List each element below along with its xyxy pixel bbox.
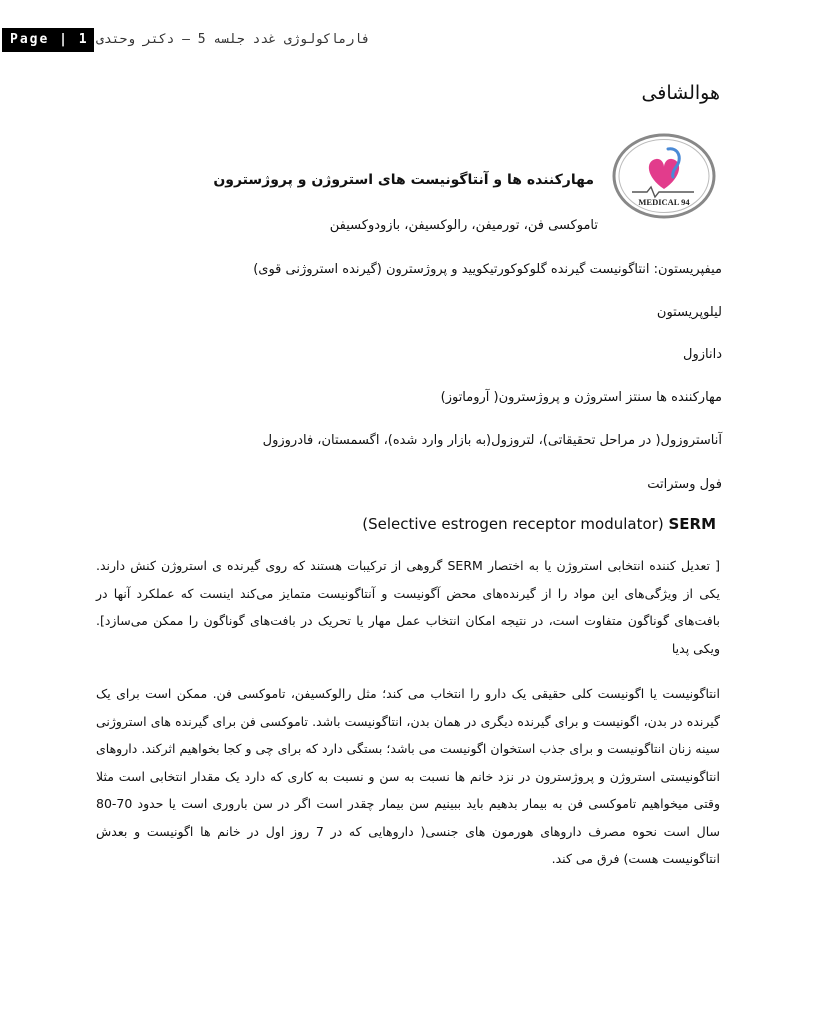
serm-heading [362,515,716,533]
document-title: مهارکننده ها و آنتاگونیست های استروژن و پروژسترون [213,172,594,188]
paragraph-explanation: انتاگونیست یا اگونیست کلی حقیقی یک دارو را انتخاب می کند؛ مثل رالوکسیفن، تاموکسی فن. ممکن است برای یک گیرنده در بدن، اگونیست و برای گیرنده دیگری در همان بدن، انتاگونیست باشد. تاموکسی فن برای گیرنده های استروژنی سینه زنان انتاگونیست و برای جذب استخوان اگونیست می باشد؛ بستگی دارد که برای چی و کجا بخواهیم اثرکند. داروهای انتاگونیستی استروژن و پروژسترون در نزد خانم ها نسبت به سن و نسبت به کاری که دارد یک مقدار انتخابی است مثلا وقتی میخواهیم تاموکسی فن به بیمار بدهیم باید ببینیم سن بیمار چقدر است اگر در سن باروری است یا حدود 70-80 سال است نحوه مصرف داروهای هورمون های جنسی( داروهایی که در 7 روز اول در خانم ها اگونیست و بعدش انتاگونیست هست) فرق می کند. [96,686,720,866]
drug-list-line: میفپریستون: انتاگونیست گیرنده گلوکوکورتیکویید و پروژسترون (گیرنده استروژنی قوی) [253,262,722,277]
drug-list-line: آناستروزول( در مراحل تحقیقاتی)، لتروزول(به بازار وارد شده)، اگسمستان، فادروزول [262,433,722,448]
drug-list-line: فول وستراتت [647,477,722,492]
medical-logo [612,133,716,219]
basmala: هوالشافی [641,82,720,104]
serm-heading-paren: (Selective estrogen receptor modulator) [362,515,664,533]
paragraph-definition: [ تعدیل کننده انتخابی استروژن یا به اختصار SERM گروهی از ترکیبات هستند که روی گیرنده ی استروژن کنش دارند. یکی از ویژگی‌های این مواد را از گیرنده‌های محض آگونیست و آنتاگونیست متمایز می‌کند اینست که عملکرد آنها در بافت‌های گوناگون متفاوت است، در نتیجه امکان انتخاب عمل مهار یا تحریک در بافت‌های گوناگون را ممکن می‌سازد]. ویکی پدیا [96,558,720,656]
drug-list-line: تاموکسی فن، تورمیفن، رالوکسیفن، بازودوکسیفن [329,218,598,233]
drug-list-line: مهارکننده ها سنتز استروژن و پروژسترون( آروماتوز) [440,390,722,405]
logo-text: MEDICAL 94 [638,197,690,207]
page-number-badge: Page | 1 [2,28,94,52]
serm-heading-bold: SERM [668,515,716,533]
page-header [0,28,816,52]
drug-list-line: دانازول [683,347,722,362]
header-title: فارماکولوژی غدد جلسه 5 – دکتر وحتدی [96,32,370,47]
drug-list-line: لیلوپریستون [656,305,722,320]
